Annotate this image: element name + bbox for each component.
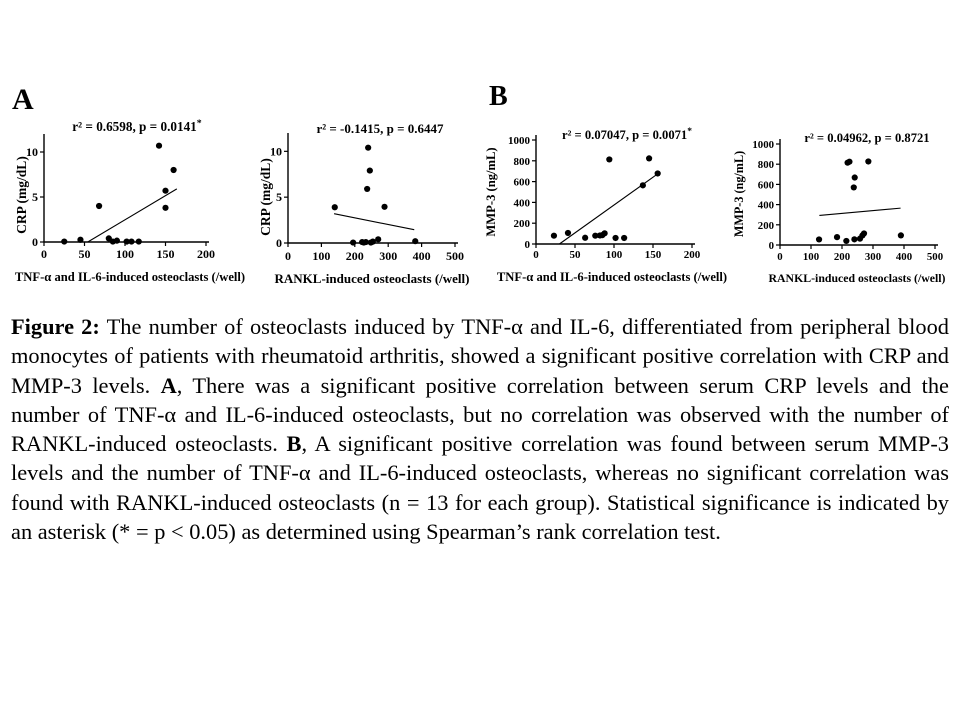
y-tick-label: 0 — [524, 239, 530, 251]
y-tick-label: 0 — [32, 235, 38, 249]
regression-line — [88, 189, 177, 242]
data-point — [162, 205, 168, 211]
data-point — [851, 236, 857, 242]
y-tick-label: 5 — [276, 190, 282, 205]
x-tick-label: 50 — [569, 249, 581, 261]
y-tick-label: 800 — [757, 159, 774, 172]
x-tick-label: 200 — [197, 247, 215, 261]
x-tick-label: 100 — [116, 247, 134, 261]
x-axis-label: RANKL-induced osteoclasts (/well) — [274, 271, 470, 286]
y-axis-label: CRP (mg/dL) — [258, 158, 273, 236]
data-point — [551, 233, 557, 239]
data-point — [602, 230, 608, 236]
x-axis-label: TNF-α and IL-6-induced osteoclasts (/well) — [14, 270, 246, 284]
data-point — [162, 188, 168, 194]
x-axis-label: RANKL-induced osteoclasts (/well) — [768, 271, 946, 285]
data-point — [136, 238, 142, 244]
chart-stats-title: r² = 0.6598, p = 0.0141* — [72, 118, 202, 134]
data-point — [898, 232, 904, 238]
data-point — [851, 184, 857, 190]
y-axis-label: MMP-3 (ng/mL) — [484, 147, 498, 237]
data-point — [852, 174, 858, 180]
panel-a-label: A — [12, 83, 34, 116]
chart-stats-title: r² = -0.1415, p = 0.6447 — [316, 121, 444, 136]
data-point — [370, 239, 376, 245]
x-tick-label: 0 — [41, 247, 47, 261]
x-tick-label: 150 — [156, 247, 175, 261]
chart-stats-title: r² = 0.07047, p = 0.0071* — [562, 127, 692, 142]
y-tick-label: 0 — [276, 236, 282, 250]
x-axis-label: TNF-α and IL-6-induced osteoclasts (/well) — [496, 270, 728, 284]
data-point — [606, 156, 612, 162]
data-point — [816, 236, 822, 242]
x-tick-label: 0 — [285, 249, 291, 263]
data-point — [332, 204, 338, 210]
data-point — [61, 238, 67, 244]
data-point — [646, 155, 652, 161]
y-axis-label: MMP-3 (ng/mL) — [732, 150, 746, 238]
caption-segment: , There was a significant positive correlation between serum CRP levels and the number of TNF-α and IL-6-induced osteoclasts, but no correlation was observed with the number of RANKL-induced osteoclasts. — [11, 372, 949, 457]
y-tick-label: 200 — [513, 218, 530, 231]
x-tick-label: 500 — [446, 249, 464, 263]
y-tick-label: 600 — [513, 176, 530, 189]
scatter-plot-crp-vs-rankl-osteoclasts — [248, 110, 486, 296]
scatter-plot-crp-vs-tnf-il6-osteoclasts — [0, 110, 256, 296]
data-point — [565, 230, 571, 236]
x-tick-label: 100 — [802, 251, 820, 263]
data-point — [655, 170, 661, 176]
data-point — [156, 143, 162, 149]
scatter-plot-mmp3-vs-tnf-il6-osteoclasts — [483, 110, 735, 296]
data-point — [114, 238, 120, 244]
y-tick-label: 400 — [757, 199, 774, 212]
x-tick-label: 300 — [864, 251, 882, 263]
x-tick-label: 200 — [345, 249, 364, 263]
data-point — [846, 159, 852, 165]
regression-line — [334, 214, 414, 230]
data-point — [582, 235, 588, 241]
data-point — [77, 237, 83, 243]
data-point — [834, 234, 840, 240]
caption-segment: , A significant positive correlation was found between serum MMP-3 levels and the number of TNF-α and IL-6-induced osteoclasts, whereas no significant correlation was found with RANKL-induced osteoclasts (n = 13 for each group). Statistical significance is indicated by an asterisk (* = p < 0.05) as determined using Spearman’s rank correlation test. — [11, 431, 949, 545]
y-tick-label: 5 — [32, 190, 38, 204]
data-point — [350, 239, 356, 245]
y-tick-label: 0 — [768, 240, 774, 252]
y-tick-label: 800 — [513, 155, 530, 168]
data-point — [365, 145, 371, 151]
x-tick-label: 150 — [644, 249, 662, 261]
x-tick-label: 200 — [833, 251, 851, 263]
x-tick-label: 400 — [895, 251, 913, 263]
data-point — [375, 236, 381, 242]
y-tick-label: 400 — [513, 197, 530, 210]
data-point — [621, 235, 627, 241]
y-tick-label: 600 — [757, 179, 774, 192]
data-point — [865, 158, 871, 164]
caption-segment: B — [286, 431, 302, 457]
y-axis-label: CRP (mg/dL) — [14, 156, 29, 234]
x-tick-label: 200 — [683, 249, 701, 261]
significance-asterisk: * — [687, 127, 692, 137]
scatter-plot-mmp3-vs-rankl-osteoclasts — [733, 110, 960, 296]
y-tick-label: 10 — [26, 145, 38, 159]
data-point — [861, 230, 867, 236]
data-point — [412, 238, 418, 244]
data-point — [364, 186, 370, 192]
y-tick-label: 1000 — [752, 139, 774, 151]
caption-segment: A — [160, 372, 177, 398]
data-point — [843, 238, 849, 244]
data-point — [96, 203, 102, 209]
panel-b-label: B — [489, 81, 508, 112]
x-tick-label: 300 — [379, 249, 398, 263]
chart-stats-title: r² = 0.04962, p = 0.8721 — [804, 131, 930, 145]
data-point — [381, 204, 387, 210]
y-tick-label: 200 — [757, 219, 774, 232]
data-point — [612, 235, 618, 241]
figure-caption — [11, 312, 949, 546]
y-tick-label: 10 — [270, 144, 282, 159]
data-point — [171, 167, 177, 173]
x-tick-label: 100 — [312, 249, 331, 263]
significance-asterisk: * — [196, 118, 202, 129]
caption-segment: Figure 2: — [11, 314, 100, 339]
x-tick-label: 100 — [605, 249, 623, 261]
data-point — [367, 167, 373, 173]
x-tick-label: 50 — [78, 247, 91, 261]
regression-line — [819, 208, 900, 215]
data-point — [640, 182, 646, 188]
y-tick-label: 1000 — [508, 135, 530, 147]
x-tick-label: 0 — [777, 251, 783, 263]
data-point — [128, 238, 134, 244]
x-tick-label: 0 — [533, 249, 539, 261]
caption-segment: The number of osteoclasts induced by TNF-α and IL-6, differentiated from peripheral blood monocytes of patients with rheumatoid arthritis, showed a significant positive correlation with CRP and MMP-3 levels. — [11, 314, 949, 398]
x-tick-label: 400 — [412, 249, 431, 263]
x-tick-label: 500 — [926, 251, 944, 263]
